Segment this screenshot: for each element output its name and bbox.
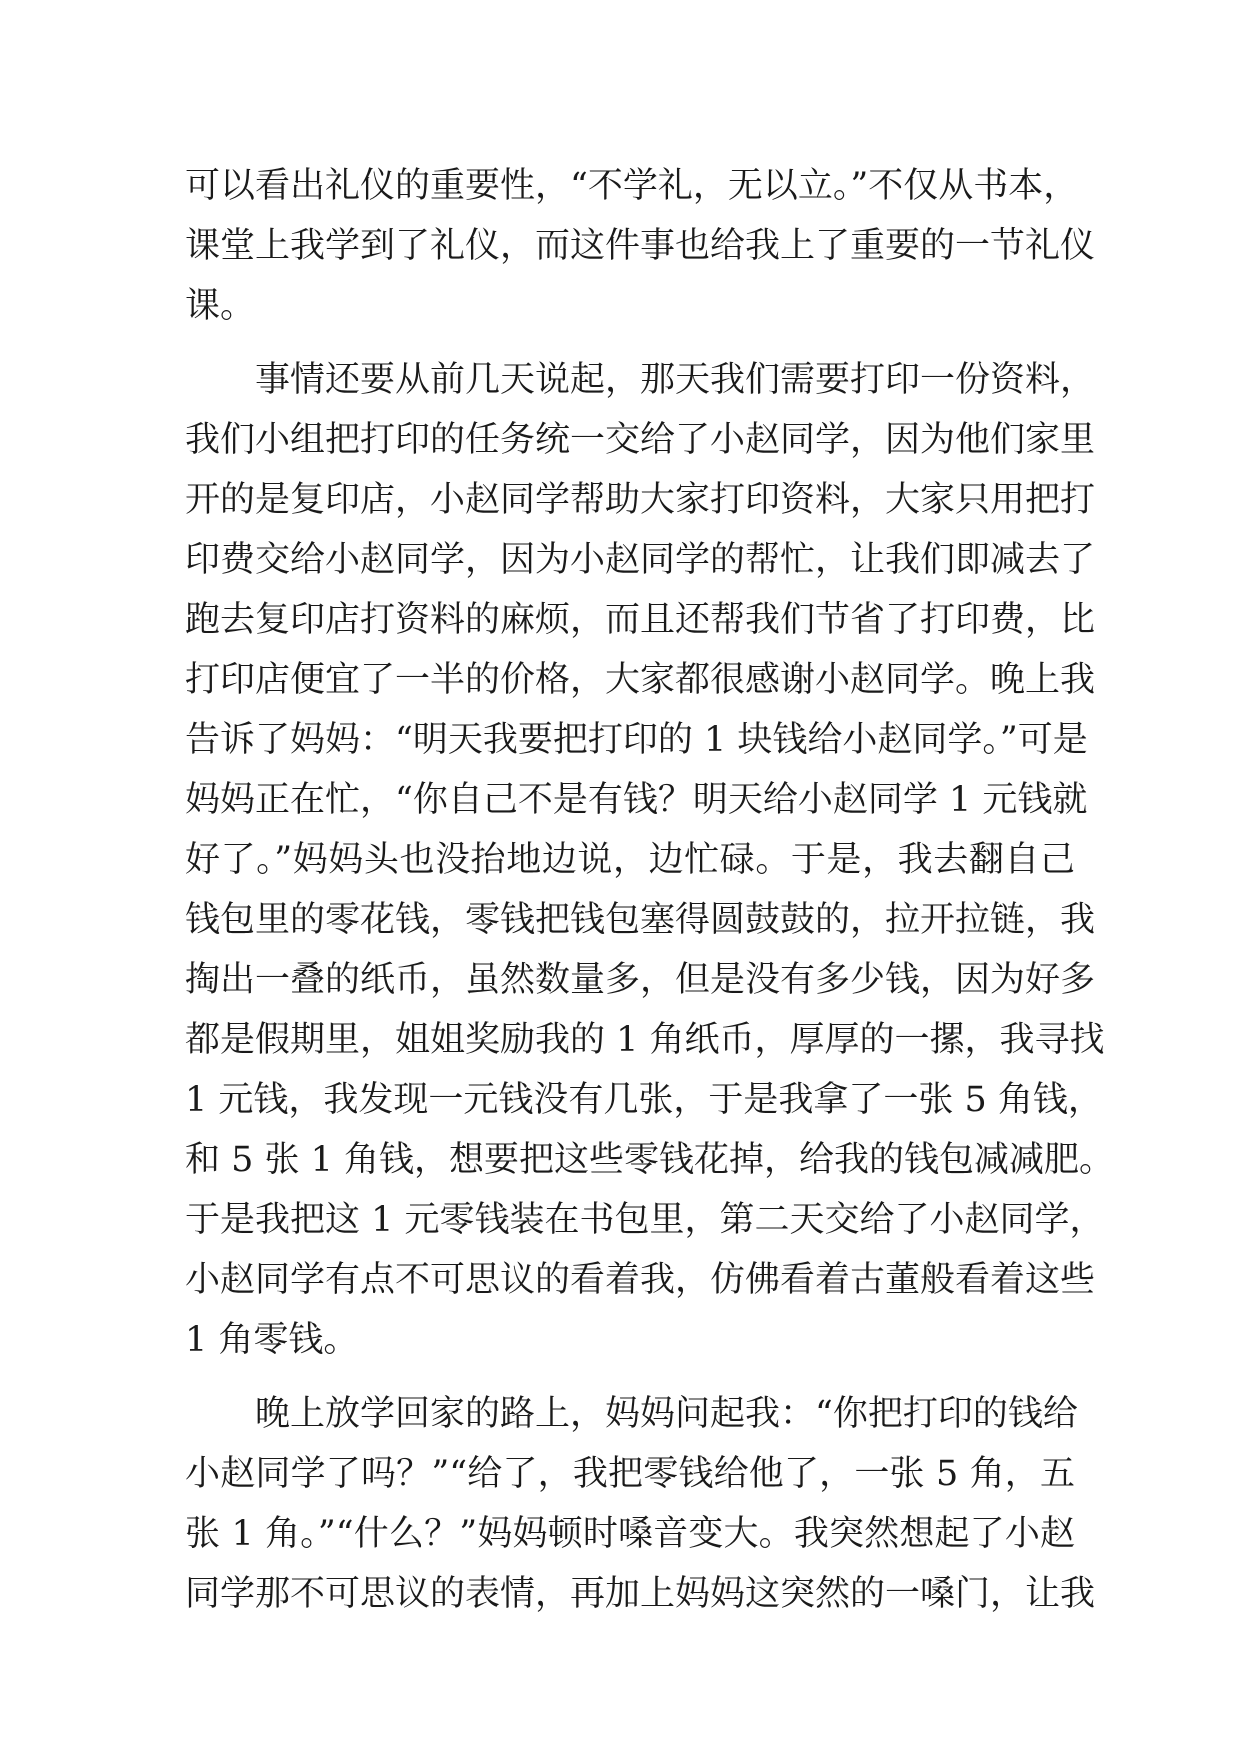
text-line: 1 元钱，我发现一元钱没有几张，于是我拿了一张 5 角钱， [185, 1080, 1103, 1120]
paragraph [185, 350, 1115, 1370]
text-line: 告诉了妈妈：“明天我要把打印的 1 块钱给小赵同学。”可是 [185, 720, 1088, 760]
text-line: 晚上放学回家的路上，妈妈问起我：“你把打印的钱给 [255, 1394, 1078, 1434]
text-line: 跑去复印店打资料的麻烦，而且还帮我们节省了打印费，比 [185, 600, 1096, 640]
text-line: 我们小组把打印的任务统一交给了小赵同学，因为他们家里 [185, 420, 1096, 460]
paragraph-gap [185, 336, 1075, 350]
text-line: 好了。”妈妈头也没抬地边说，边忙碌。于是，我去翻自己 [185, 840, 1075, 880]
text-line: 打印店便宜了一半的价格，大家都很感谢小赵同学。晚上我 [185, 660, 1096, 700]
text-line: 和 5 张 1 角钱，想要把这些零钱花掉，给我的钱包减减肥。 [185, 1140, 1115, 1180]
text-line: 小赵同学有点不可思议的看着我，仿佛看着古董般看着这些 [185, 1260, 1096, 1300]
text-line: 小赵同学了吗？”“给了，我把零钱给他了，一张 5 角，五 [185, 1454, 1075, 1494]
paragraph [185, 1384, 1096, 1624]
text-line: 掏出一叠的纸币，虽然数量多，但是没有多少钱，因为好多 [185, 960, 1096, 1000]
text-line: 都是假期里，姐姐奖励我的 1 角纸币，厚厚的一摞，我寻找 [185, 1020, 1105, 1060]
paragraph [185, 156, 1096, 336]
text-line: 钱包里的零花钱，零钱把钱包塞得圆鼓鼓的，拉开拉链，我 [185, 900, 1096, 940]
body-text [185, 156, 1115, 1624]
text-line: 妈妈正在忙，“你自己不是有钱？明天给小赵同学 1 元钱就 [185, 780, 1088, 820]
text-line: 于是我把这 1 元零钱装在书包里，第二天交给了小赵同学， [185, 1200, 1105, 1240]
text-line: 课。 [185, 286, 256, 326]
text-line: 印费交给小赵同学，因为小赵同学的帮忙，让我们即减去了 [185, 540, 1096, 580]
text-line: 开的是复印店，小赵同学帮助大家打印资料，大家只用把打 [185, 480, 1096, 520]
text-line: 事情还要从前几天说起，那天我们需要打印一份资料， [255, 360, 1096, 400]
text-line: 1 角零钱。 [185, 1320, 359, 1360]
paragraph-gap [185, 1370, 1075, 1384]
text-line: 课堂上我学到了礼仪，而这件事也给我上了重要的一节礼仪 [185, 226, 1096, 266]
text-line: 同学那不可思议的表情，再加上妈妈这突然的一嗓门，让我 [185, 1574, 1096, 1614]
text-line: 张 1 角。”“什么？”妈妈顿时嗓音变大。我突然想起了小赵 [185, 1514, 1075, 1554]
text-line: 可以看出礼仪的重要性，“不学礼，无以立。”不仅从书本， [185, 166, 1079, 206]
